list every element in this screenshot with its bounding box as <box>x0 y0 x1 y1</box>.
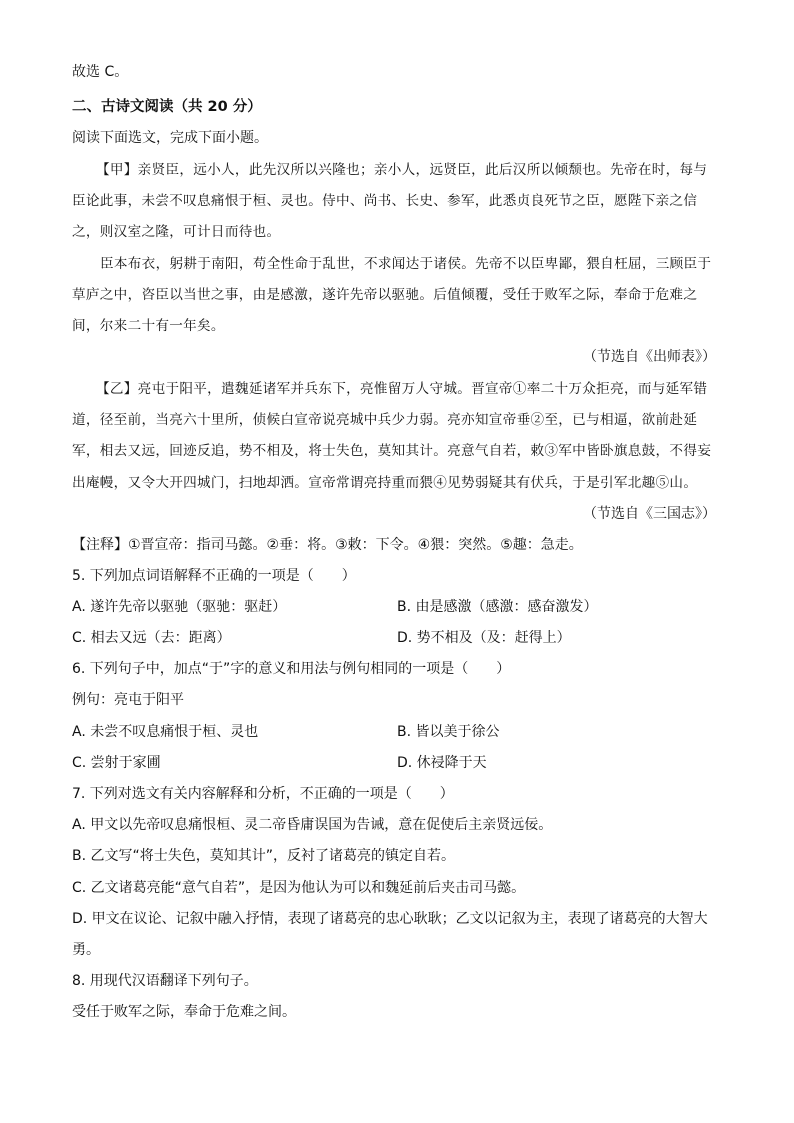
q7-option-d-continued: 勇。 <box>72 942 100 958</box>
passage-a-line: 草庐之中，咨臣以当世之事，由是感激，遂许先帝以驱驰。后值倾覆，受任于败军之际，奉命于危难之 <box>72 287 698 303</box>
q6-option-a: A. 未尝不叹息痛恨于桓、灵也 <box>72 724 259 740</box>
answer-conclusion: 故选 C。 <box>72 64 129 80</box>
question-6-stem: 6. 下列句子中，加点“于”字的意义和用法与例句相同的一项是（ ） <box>72 661 511 677</box>
passage-b-line: 道，径至前，当亮六十里所，侦候白宣帝说亮城中兵少力弱。亮亦知宣帝垂②至，已与相逼，欲前赴延 <box>72 412 698 428</box>
annotations: 【注释】①晋宣帝：指司马懿。②垂：将。③敕：下令。④猥：突然。⑤趣：急走。 <box>72 537 583 553</box>
q7-option-c: C. 乙文诸葛亮能“意气自若”，是因为他认为可以和魏延前后夹击司马懿。 <box>72 880 526 896</box>
question-8-sentence: 受任于败军之际，奉命于危难之间。 <box>72 1004 296 1020</box>
passage-a-source: （节选自《出师表》） <box>583 349 716 365</box>
q7-option-d: D. 甲文在议论、记叙中融入抒情，表现了诸葛亮的忠心耿耿；乙文以记叙为主，表现了诸葛亮的大智大 <box>72 911 708 927</box>
passage-b-line: 【乙】亮屯于阳平，遣魏延诸军并兵东下，亮惟留万人守城。晋宣帝①率二十万众拒亮，而与延军错 <box>96 381 708 397</box>
passage-a-line: 臣本布衣，躬耕于南阳，苟全性命于乱世，不求闻达于诸侯。先帝不以臣卑鄙，猥自枉屈，三顾臣于 <box>100 256 712 272</box>
q7-option-b: B. 乙文写“将士失色，莫知其计”，反衬了诸葛亮的镇定自若。 <box>72 848 456 864</box>
question-8-stem: 8. 用现代汉语翻译下列句子。 <box>72 973 258 989</box>
passage-a-line: 臣论此事，未尝不叹息痛恨于桓、灵也。侍中、尚书、长史、参军，此悉贞良死节之臣，愿陛下亲之信 <box>72 193 698 209</box>
q6-option-c: C. 尝射于家圃 <box>72 755 161 771</box>
q5-option-c: C. 相去又远（去：距离） <box>72 630 231 646</box>
section-heading: 二、古诗文阅读（共 20 分） <box>72 99 262 115</box>
instruction-text: 阅读下面选文，完成下面小题。 <box>72 130 268 146</box>
q5-option-a: A. 遂许先帝以驱驰（驱驰：驱赶） <box>72 599 287 615</box>
passage-a-line: 【甲】亲贤臣，远小人，此先汉所以兴隆也；亲小人，远贤臣，此后汉所以倾颓也。先帝在时，每与 <box>96 162 708 178</box>
passage-b-source: （节选自《三国志》） <box>583 506 716 522</box>
q7-option-a: A. 甲文以先帝叹息痛恨桓、灵二帝昏庸误国为告诫，意在促使后主亲贤远佞。 <box>72 817 553 833</box>
q6-option-b: B. 皆以美于徐公 <box>397 724 500 740</box>
question-5-stem: 5. 下列加点词语解释不正确的一项是（ ） <box>72 568 356 584</box>
passage-b-line: 出庵幔，又令大开四城门，扫地却洒。宣帝常谓亮持重而猥④见势弱疑其有伏兵，于是引军北趣⑤山。 <box>72 475 698 491</box>
passage-b-line: 军，相去又远，回迹反追，势不相及，将士失色，莫知其计。亮意气自若，敕③军中皆卧旗息鼓，不得妄 <box>72 443 712 459</box>
q5-option-d: D. 势不相及（及：赶得上） <box>397 630 571 646</box>
question-6-example: 例句：亮屯于阳平 <box>72 692 184 708</box>
passage-a-line: 间，尔来二十有一年矣。 <box>72 318 225 334</box>
q6-option-d: D. 休祲降于天 <box>397 755 487 771</box>
passage-a-line: 之，则汉室之隆，可计日而待也。 <box>72 224 281 240</box>
question-7-stem: 7. 下列对选文有关内容解释和分析，不正确的一项是（ ） <box>72 786 454 802</box>
q5-option-b: B. 由是感激（感激：感奋激发） <box>397 599 598 615</box>
